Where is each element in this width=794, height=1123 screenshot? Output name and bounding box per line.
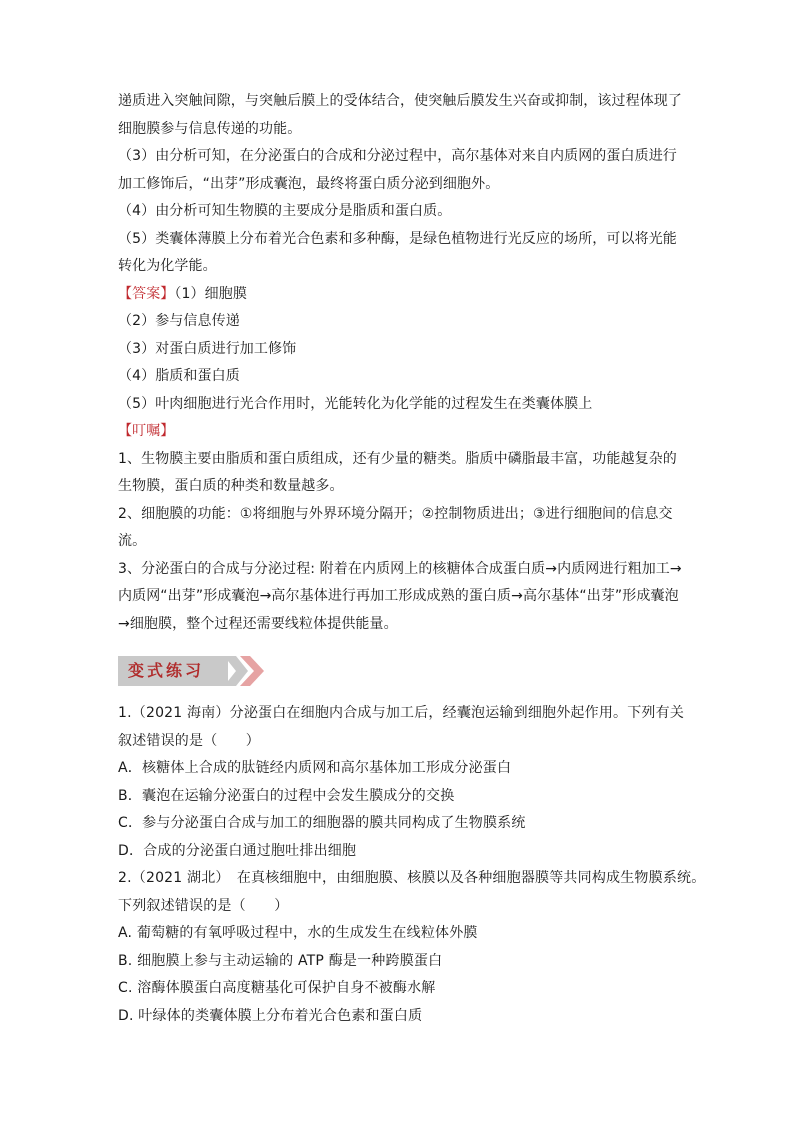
option-d: D. 叶绿体的类囊体膜上分布着光合色素和蛋白质 (118, 1007, 423, 1024)
answer-item: （4）脂质和蛋白质 (118, 368, 240, 384)
answer-item: （3）对蛋白质进行加工修饰 (118, 340, 297, 357)
reminder-line: →细胞膜，整个过程还需要线粒体提供能量。 (118, 615, 398, 632)
analysis-line: 细胞膜参与信息传递的功能。 (118, 120, 302, 137)
analysis-line: 加工修饰后，“出芽”形成囊泡，最终将蛋白质分泌到细胞外。 (118, 175, 500, 192)
answer-item: （2）参与信息传递 (118, 313, 240, 329)
option-a: A．核糖体上合成的肽链经内质网和高尔基体加工形成分泌蛋白 (118, 760, 512, 776)
question-stem: 叙述错误的是（ ） (118, 732, 260, 749)
option-d: D．合成的分泌蛋白通过胞吐排出细胞 (118, 842, 357, 859)
reminder-line: 流。 (118, 533, 147, 549)
option-a: A. 葡萄糖的有氧呼吸过程中，水的生成发生在线粒体外膜 (118, 925, 478, 941)
reminder-label: 【叮嘱】 (118, 423, 175, 439)
section-banner (118, 652, 690, 692)
answer-block (118, 281, 690, 419)
question-stem: 1.（2021 海南）分泌蛋白在细胞内合成与加工后，经囊泡运输到细胞外起作用。下列有关 (118, 705, 685, 721)
analysis-block (118, 88, 690, 281)
option-b: B. 细胞膜上参与主动运输的 ATP 酶是一种跨膜蛋白 (118, 952, 443, 969)
reminder-line: 内质网“出芽”形成囊泡→高尔基体进行再加工形成成熟的蛋白质→高尔基体“出芽”形成囊泡 (118, 588, 679, 604)
analysis-line: （4）由分析可知生物膜的主要成分是脂质和蛋白质。 (118, 203, 452, 219)
reminder-block (118, 418, 690, 638)
reminder-line: 3、分泌蛋白的合成与分泌过程: 附着在内质网上的核糖体合成蛋白质→内质网进行粗加工→ (118, 560, 682, 577)
reminder-line: 2、细胞膜的功能：①将细胞与外界环境分隔开；②控制物质进出；③进行细胞间的信息交 (118, 505, 673, 522)
answer-first-line (118, 281, 690, 309)
answer-item: （1）细胞膜 (174, 285, 247, 302)
question-1 (118, 700, 690, 865)
option-c: C. 溶酶体膜蛋白高度糖基化可保护自身不被酶水解 (118, 980, 436, 996)
section-title: 变式练习 (128, 661, 205, 680)
question-stem: 下列叙述错误的是（ ） (118, 897, 289, 914)
reminder-line: 1、生物膜主要由脂质和蛋白质组成，还有少量的糖类。脂质中磷脂最丰富，功能越复杂的 (118, 450, 677, 467)
analysis-line: （3）由分析可知，在分泌蛋白的合成和分泌过程中，高尔基体对来自内质网的蛋白质进行 (118, 148, 677, 164)
analysis-line: 递质进入突触间隙，与突触后膜上的受体结合，使突触后膜发生兴奋或抑制，该过程体现了 (118, 93, 682, 109)
option-b: B．囊泡在运输分泌蛋白的过程中会发生膜成分的交换 (118, 787, 455, 804)
analysis-line: （5）类囊体薄膜上分布着光合色素和多种酶，是绿色植物进行光反应的场所，可以将光能 (118, 230, 677, 247)
answer-item: （5）叶肉细胞进行光合作用时，光能转化为化学能的过程发生在类囊体膜上 (118, 395, 593, 412)
reminder-line: 生物膜，蛋白质的种类和数量越多。 (118, 478, 344, 494)
question-stem: 2.（2021 湖北） 在真核细胞中，由细胞膜、核膜以及各种细胞器膜等共同构成生物膜系统。 (118, 870, 706, 886)
chevron-arrows-icon (224, 656, 270, 686)
question-2 (118, 865, 706, 1030)
analysis-line: 转化为化学能。 (118, 258, 217, 274)
answer-label: 【答案】 (118, 285, 175, 302)
option-c: C．参与分泌蛋白合成与加工的细胞器的膜共同构成了生物膜系统 (118, 815, 526, 831)
document-page (118, 88, 706, 1030)
